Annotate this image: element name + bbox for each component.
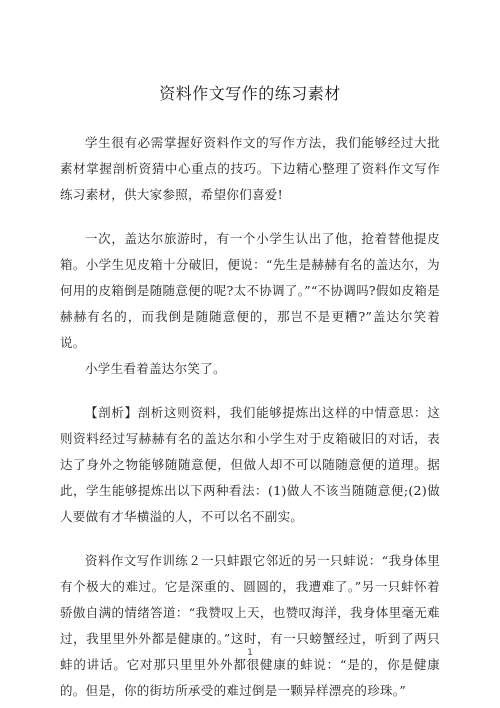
- paragraph-story: 一次，盖达尔旅游时，有一个小学生认出了他，抢着替他提皮箱。小学生见皮箱十分破旧，便说：“先生是赫赫有名的盖达尔，为何用的皮箱倒是随随意便的呢?太不协调了。”“不协调吗?假如皮箱是赫赫有名的，而我倒是随随意便的，那岂不是更糟?”盖达尔笑着说。: [60, 231, 440, 350]
- paragraph-smile: 小学生看着盖达尔笑了。: [85, 361, 226, 376]
- document-title: 资料作文写作的练习素材: [159, 84, 341, 103]
- paragraph-training-2: 资料作文写作训练２一只蚌跟它邻近的另一只蚌说：“我身体里有个极大的难过。它是深重的、圆圆的，我遭难了。”另一只蚌怀着骄傲自满的情绪答道：“我赞叹上天，也赞叹海洋，我身体里毫无难过，我里里外外都是健康的。”这时，有一只螃蟹经过，听到了两只蚌的讲话。它对那只里里外外都很健康的蚌说：“是的，你是健康的。但是，你的街坊所承受的难过倒是一颗异样漂亮的珍珠。”: [60, 553, 440, 698]
- paragraph-analysis: 【剖析】剖析这则资料，我们能够提炼出这样的中情意思：这则资料经过写赫赫有名的盖达尔和小学生对于皮箱破旧的对话，表达了身外之物能够随随意便，但做人却不可以随随意便的道理。据此，学生能够提炼出以下两种看法：(1)做人不该当随随意便;(2)做人要做有才华横溢的人，不可以名不副实。: [60, 405, 440, 524]
- paragraph-intro: 学生很有必需掌握好资料作文的写作方法，我们能够经过大批素材掌握剖析资猜中心重点的技巧。下边精心整理了资料作文写作练习素材，供大家参照，希望你们喜爱!: [60, 135, 440, 202]
- page-number: 1: [247, 648, 253, 658]
- document-body: [60, 130, 440, 704]
